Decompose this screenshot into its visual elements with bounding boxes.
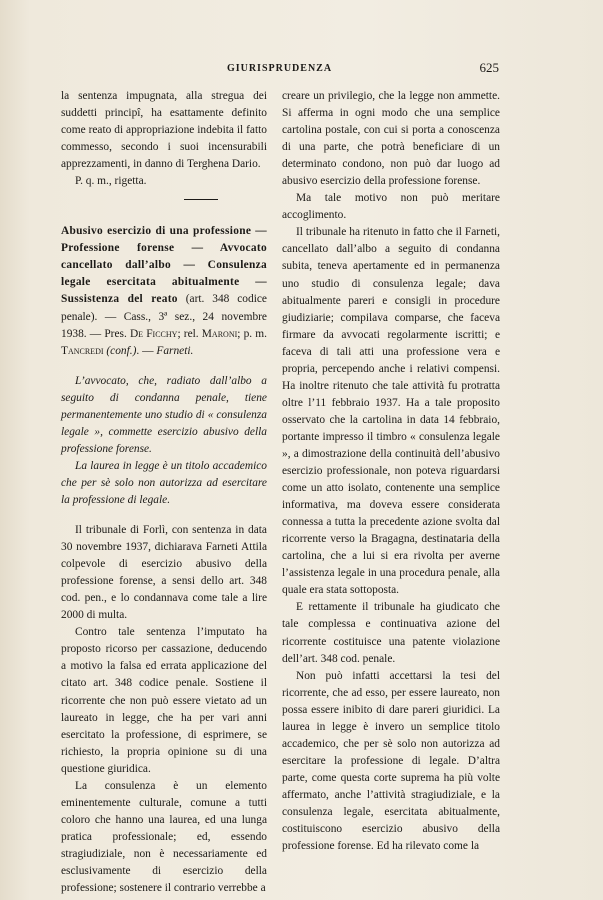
headnote-paragraph: L’avvocato, che, radiato dall’albo a seguito di condanna penale, tiene permanentemente uno studio di « consulenza legale », commette esercizio abusivo della professione forense.	[61, 374, 267, 455]
body-paragraph: Contro tale sentenza l’imputato ha proposto ricorso per cassazione, deducendo a motivo la falsa ed errata applicazione del citato art. 348 codice penale. Sostiene il ricorrente che non può essere vietato ad un laureato in legge, che ha per vari anni esercitato la professione, di esprimere, se richiesto, la propria opinione su di una questione giuridica.	[61, 626, 267, 775]
body-paragraph: La consulenza è un elemento eminentemente culturale, comune a tutti coloro che hanno una laurea, ed una lunga pratica professionale; ed, essendo stragiudiziale, non è necessariamente ed esclusivamente di esercizio della professione; sostenere il contrario verrebbe a	[61, 779, 267, 895]
body-paragraph: Non può infatti accettarsi la tesi del ricorrente, che ad esso, per essere laureato, non possa essere inibito di dare pareri giuridici. La laurea in legge è invero un semplice titolo accademico, che per sè solo non autorizza ad esercitare la professione di legale. D’altra parte, come questa corte suprema ha più volte affermato, anche l’attività stragiudiziale, e la consulenza legale, esercitata abitualmente, costituiscono esercizio abusivo della professione forense. Ed ha rilevato come la	[282, 669, 500, 853]
conf-note: (conf.)	[106, 344, 137, 357]
headnote	[61, 373, 267, 509]
case-heading-title: Abusivo esercizio di una professione — Professione forense — Avvocato cancellato dall’albo — Consulenza legale esercitata abitualmente — Sussistenza del reato	[61, 225, 267, 306]
body-paragraph: E rettamente il tribunale ha giudicato che tale complessa e continuativa azione del ricorrente costituisce una patente violazione dell’art. 348 cod. penale.	[282, 601, 500, 665]
page-header	[60, 60, 499, 78]
page-number: 625	[479, 60, 499, 75]
section-divider	[184, 199, 218, 200]
body-paragraph: Il tribunale ha ritenuto in fatto che il Farneti, cancellato dall’albo a seguito di condanna subita, teneva apertamente ed in permanenza uno studio di consulenza legale; dava abitualmente pareri e consigli in procedure giudiziarie; compilava comparse, che faceva firmare da avvocati regolarmente iscritti; e faceva di tali atti una professione vera e propria, percependo anche i relativi compensi. Ha inoltre ritenuto che tale attività fu protratta oltre l’11 febbraio 1937. Ha a tale proposito osservato che la cartolina in data 14 febbraio, portante impresso il timbro « consulenza legale », a dimostrazione della continuità dell’abusivo esercizio professionale, non poteva riguardarsi come un atto isolato, contenente una semplice informativa, ma doveva essere considerata connessa a tutta la precedente azione svolta dal ricorrente verso la Bragagna, destinataria della cartolina, che a lui si era rivolta per averne l’assistenza legale in una procedura penale, alla quale era stata sottoposta.	[282, 226, 500, 597]
heading-end: . —	[136, 344, 154, 357]
left-paragraph: la sentenza impugnata, alla stregua dei suddetti principî, ha esattamente definito come reato di appropriazione indebita il fatto commesso, secondo i suoi incensurabili apprezzamenti, in danno di Terghena Dario.	[61, 90, 267, 171]
running-head: GIURISPRUDENZA	[226, 63, 333, 74]
body-paragraph: creare un privilegio, che la legge non ammette. Si afferma in ogni modo che una semplice cartolina postale, con cui si porta a conoscenza di una parte, che potrà beneficiare di un determinato condono, non può dar luogo ad abusivo esercizio della professione forense.	[282, 90, 500, 188]
decision-text	[61, 522, 267, 897]
right-column	[282, 88, 500, 855]
party-name: Farneti.	[156, 344, 194, 357]
case-heading	[61, 223, 267, 359]
body-paragraph: Il tribunale di Forlì, con sentenza in data 30 novembre 1937, dichiarava Farneti Attila colpevole di esercizio abusivo della professione forense, a sensi dello art. 348 cod. pen., e lo condannava come tale a lire 2000 di multa.	[61, 524, 267, 622]
left-paragraph: P. q. m., rigetta.	[75, 175, 147, 188]
pm-label: ; p. m.	[237, 327, 267, 340]
prosecutor-name: Tancredi	[61, 344, 104, 357]
left-column	[61, 88, 267, 897]
rapporteur-name: Maroni	[201, 327, 238, 340]
body-paragraph: Ma tale motivo non può meritare accoglimento.	[282, 192, 500, 222]
headnote-paragraph: La laurea in legge è un titolo accademico che per sè solo non autorizza ad esercitare la professione di legale.	[61, 459, 267, 506]
case-citation: (art. 348 codice penale). — Cass., 3ª sez., 24 novembre 1938. — Pres.	[61, 293, 267, 340]
rel-label: ; rel.	[177, 327, 199, 340]
president-name: De Ficchy	[129, 327, 178, 340]
